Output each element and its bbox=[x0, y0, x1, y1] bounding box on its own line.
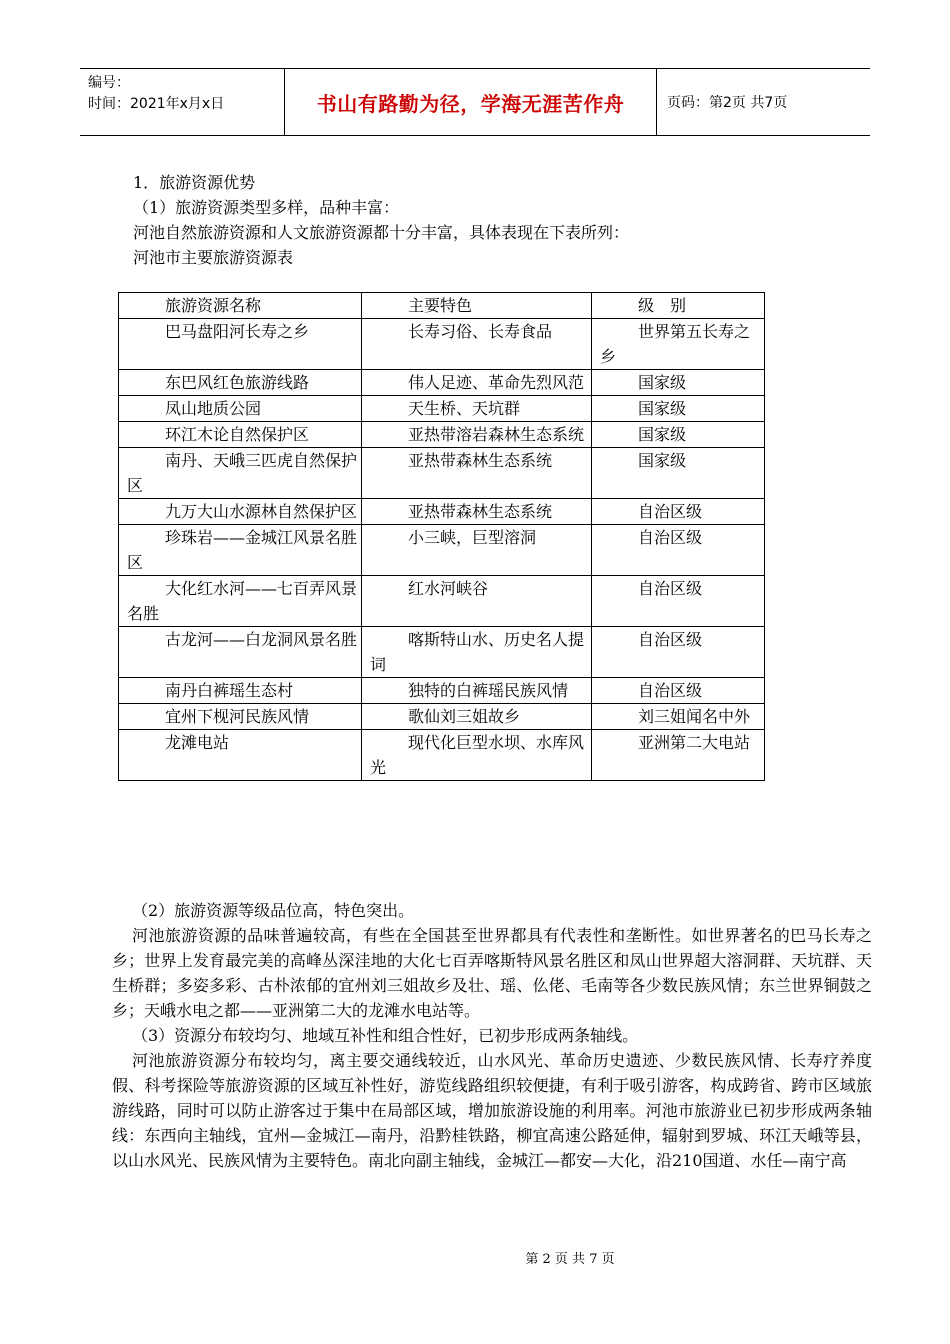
header-motto: 书山有路勤为径，学海无涯苦作舟 bbox=[285, 69, 657, 135]
cell-level: 亚洲第二大电站 bbox=[592, 730, 765, 781]
point-3-heading: （3）资源分布较均匀、地域互补性和组合性好，已初步形成两条轴线。 bbox=[132, 1026, 639, 1045]
cell-level: 自治区级 bbox=[592, 576, 765, 627]
cell-feature: 现代化巨型水坝、水库风光 bbox=[362, 730, 592, 781]
point-2-text: 河池旅游资源的品味普遍较高，有些在全国甚至世界都具有代表性和垄断性。如世界著名的巴马长寿之乡；世界上发育最完美的高峰丛深洼地的大化七百弄喀斯特风景名胜区和凤山世界超大溶洞群、天坑群、天生桥群；多姿多彩、古朴浓郁的宜州刘三姐故乡及壮、瑶、仫佬、毛南等各少数民族风情；东兰世界铜鼓之乡；天峨水电之都——亚洲第二大的龙滩水电站等。 bbox=[112, 926, 872, 1020]
body-section bbox=[112, 898, 872, 1173]
cell-name: 九万大山水源林自然保护区 bbox=[119, 499, 362, 525]
cell-level: 国家级 bbox=[592, 396, 765, 422]
point-1-text: 河池自然旅游资源和人文旅游资源都十分丰富，具体表现在下表所列： bbox=[133, 223, 630, 242]
header-meta bbox=[80, 69, 285, 135]
resource-table bbox=[118, 292, 765, 781]
table-row bbox=[119, 499, 765, 525]
time-label: 时间：2021年x月x日 bbox=[88, 96, 225, 112]
header-page-label: 页码：第2页 共7页 bbox=[667, 95, 788, 111]
cell-level: 国家级 bbox=[592, 422, 765, 448]
point-1-heading: （1）旅游资源类型多样，品种丰富： bbox=[133, 198, 400, 217]
table-header-row bbox=[119, 293, 765, 319]
cell-feature: 亚热带溶岩森林生态系统 bbox=[362, 422, 592, 448]
number-label: 编号： bbox=[88, 75, 130, 91]
cell-level: 自治区级 bbox=[592, 678, 765, 704]
cell-feature: 亚热带森林生态系统 bbox=[362, 448, 592, 499]
cell-name: 古龙河——白龙洞风景名胜 bbox=[119, 627, 362, 678]
cell-name: 珍珠岩——金城江风景名胜区 bbox=[119, 525, 362, 576]
cell-name: 龙滩电站 bbox=[119, 730, 362, 781]
cell-name: 南丹、天峨三匹虎自然保护区 bbox=[119, 448, 362, 499]
header-cell-feature: 主要特色 bbox=[362, 293, 592, 319]
cell-feature: 喀斯特山水、历史名人提词 bbox=[362, 627, 592, 678]
table-row bbox=[119, 370, 765, 396]
section-title: 1．旅游资源优势 bbox=[133, 173, 256, 192]
point-2-heading: （2）旅游资源等级品位高，特色突出。 bbox=[132, 901, 415, 920]
cell-name: 大化红水河——七百弄风景名胜 bbox=[119, 576, 362, 627]
table-row bbox=[119, 396, 765, 422]
table-row bbox=[119, 525, 765, 576]
cell-feature: 歌仙刘三姐故乡 bbox=[362, 704, 592, 730]
cell-level: 国家级 bbox=[592, 448, 765, 499]
cell-level: 自治区级 bbox=[592, 499, 765, 525]
cell-level: 国家级 bbox=[592, 370, 765, 396]
resource-table-wrapper bbox=[118, 292, 764, 781]
cell-feature: 亚热带森林生态系统 bbox=[362, 499, 592, 525]
table-row bbox=[119, 448, 765, 499]
table-row bbox=[119, 422, 765, 448]
cell-name: 东巴风红色旅游线路 bbox=[119, 370, 362, 396]
cell-feature: 天生桥、天坑群 bbox=[362, 396, 592, 422]
cell-feature: 独特的白裤瑶民族风情 bbox=[362, 678, 592, 704]
cell-feature: 长寿习俗、长寿食品 bbox=[362, 319, 592, 370]
table-row bbox=[119, 730, 765, 781]
header-cell-name: 旅游资源名称 bbox=[119, 293, 362, 319]
table-row bbox=[119, 627, 765, 678]
table-row bbox=[119, 576, 765, 627]
table-row bbox=[119, 704, 765, 730]
cell-name: 南丹白裤瑶生态村 bbox=[119, 678, 362, 704]
cell-level: 自治区级 bbox=[592, 525, 765, 576]
table-row bbox=[119, 319, 765, 370]
cell-level: 自治区级 bbox=[592, 627, 765, 678]
cell-name: 巴马盘阳河长寿之乡 bbox=[119, 319, 362, 370]
intro-section bbox=[133, 170, 868, 270]
cell-name: 凤山地质公园 bbox=[119, 396, 362, 422]
header-cell-level: 级 别 bbox=[592, 293, 765, 319]
table-body bbox=[119, 319, 765, 781]
cell-name: 宜州下枧河民族风情 bbox=[119, 704, 362, 730]
cell-name: 环江木论自然保护区 bbox=[119, 422, 362, 448]
page-header bbox=[80, 68, 870, 136]
cell-level: 世界第五长寿之乡 bbox=[592, 319, 765, 370]
cell-level: 刘三姐闻名中外 bbox=[592, 704, 765, 730]
table-row bbox=[119, 678, 765, 704]
cell-feature: 小三峡，巨型溶洞 bbox=[362, 525, 592, 576]
point-3-text: 河池旅游资源分布较均匀，离主要交通线较近，山水风光、革命历史遗迹、少数民族风情、长寿疗养度假、科考探险等旅游资源的区域互补性好，游览线路组织较便捷，有利于吸引游客，构成跨省、跨市区域旅游线路，同时可以防止游客过于集中在局部区域，增加旅游设施的利用率。河池市旅游业已初步形成两条轴线：东西向主轴线，宜州—金城江—南丹，沿黔桂铁路，柳宜高速公路延伸，辐射到罗城、环江天峨等县，以山水风光、民族风情为主要特色。南北向副主轴线，金城江—都安—大化，沿210国道、水任—南宁高 bbox=[112, 1051, 872, 1170]
cell-feature: 红水河峡谷 bbox=[362, 576, 592, 627]
page-footer: 第 2 页 共 7 页 bbox=[525, 1252, 615, 1267]
cell-feature: 伟人足迹、革命先烈风范 bbox=[362, 370, 592, 396]
table-caption: 河池市主要旅游资源表 bbox=[133, 248, 294, 267]
